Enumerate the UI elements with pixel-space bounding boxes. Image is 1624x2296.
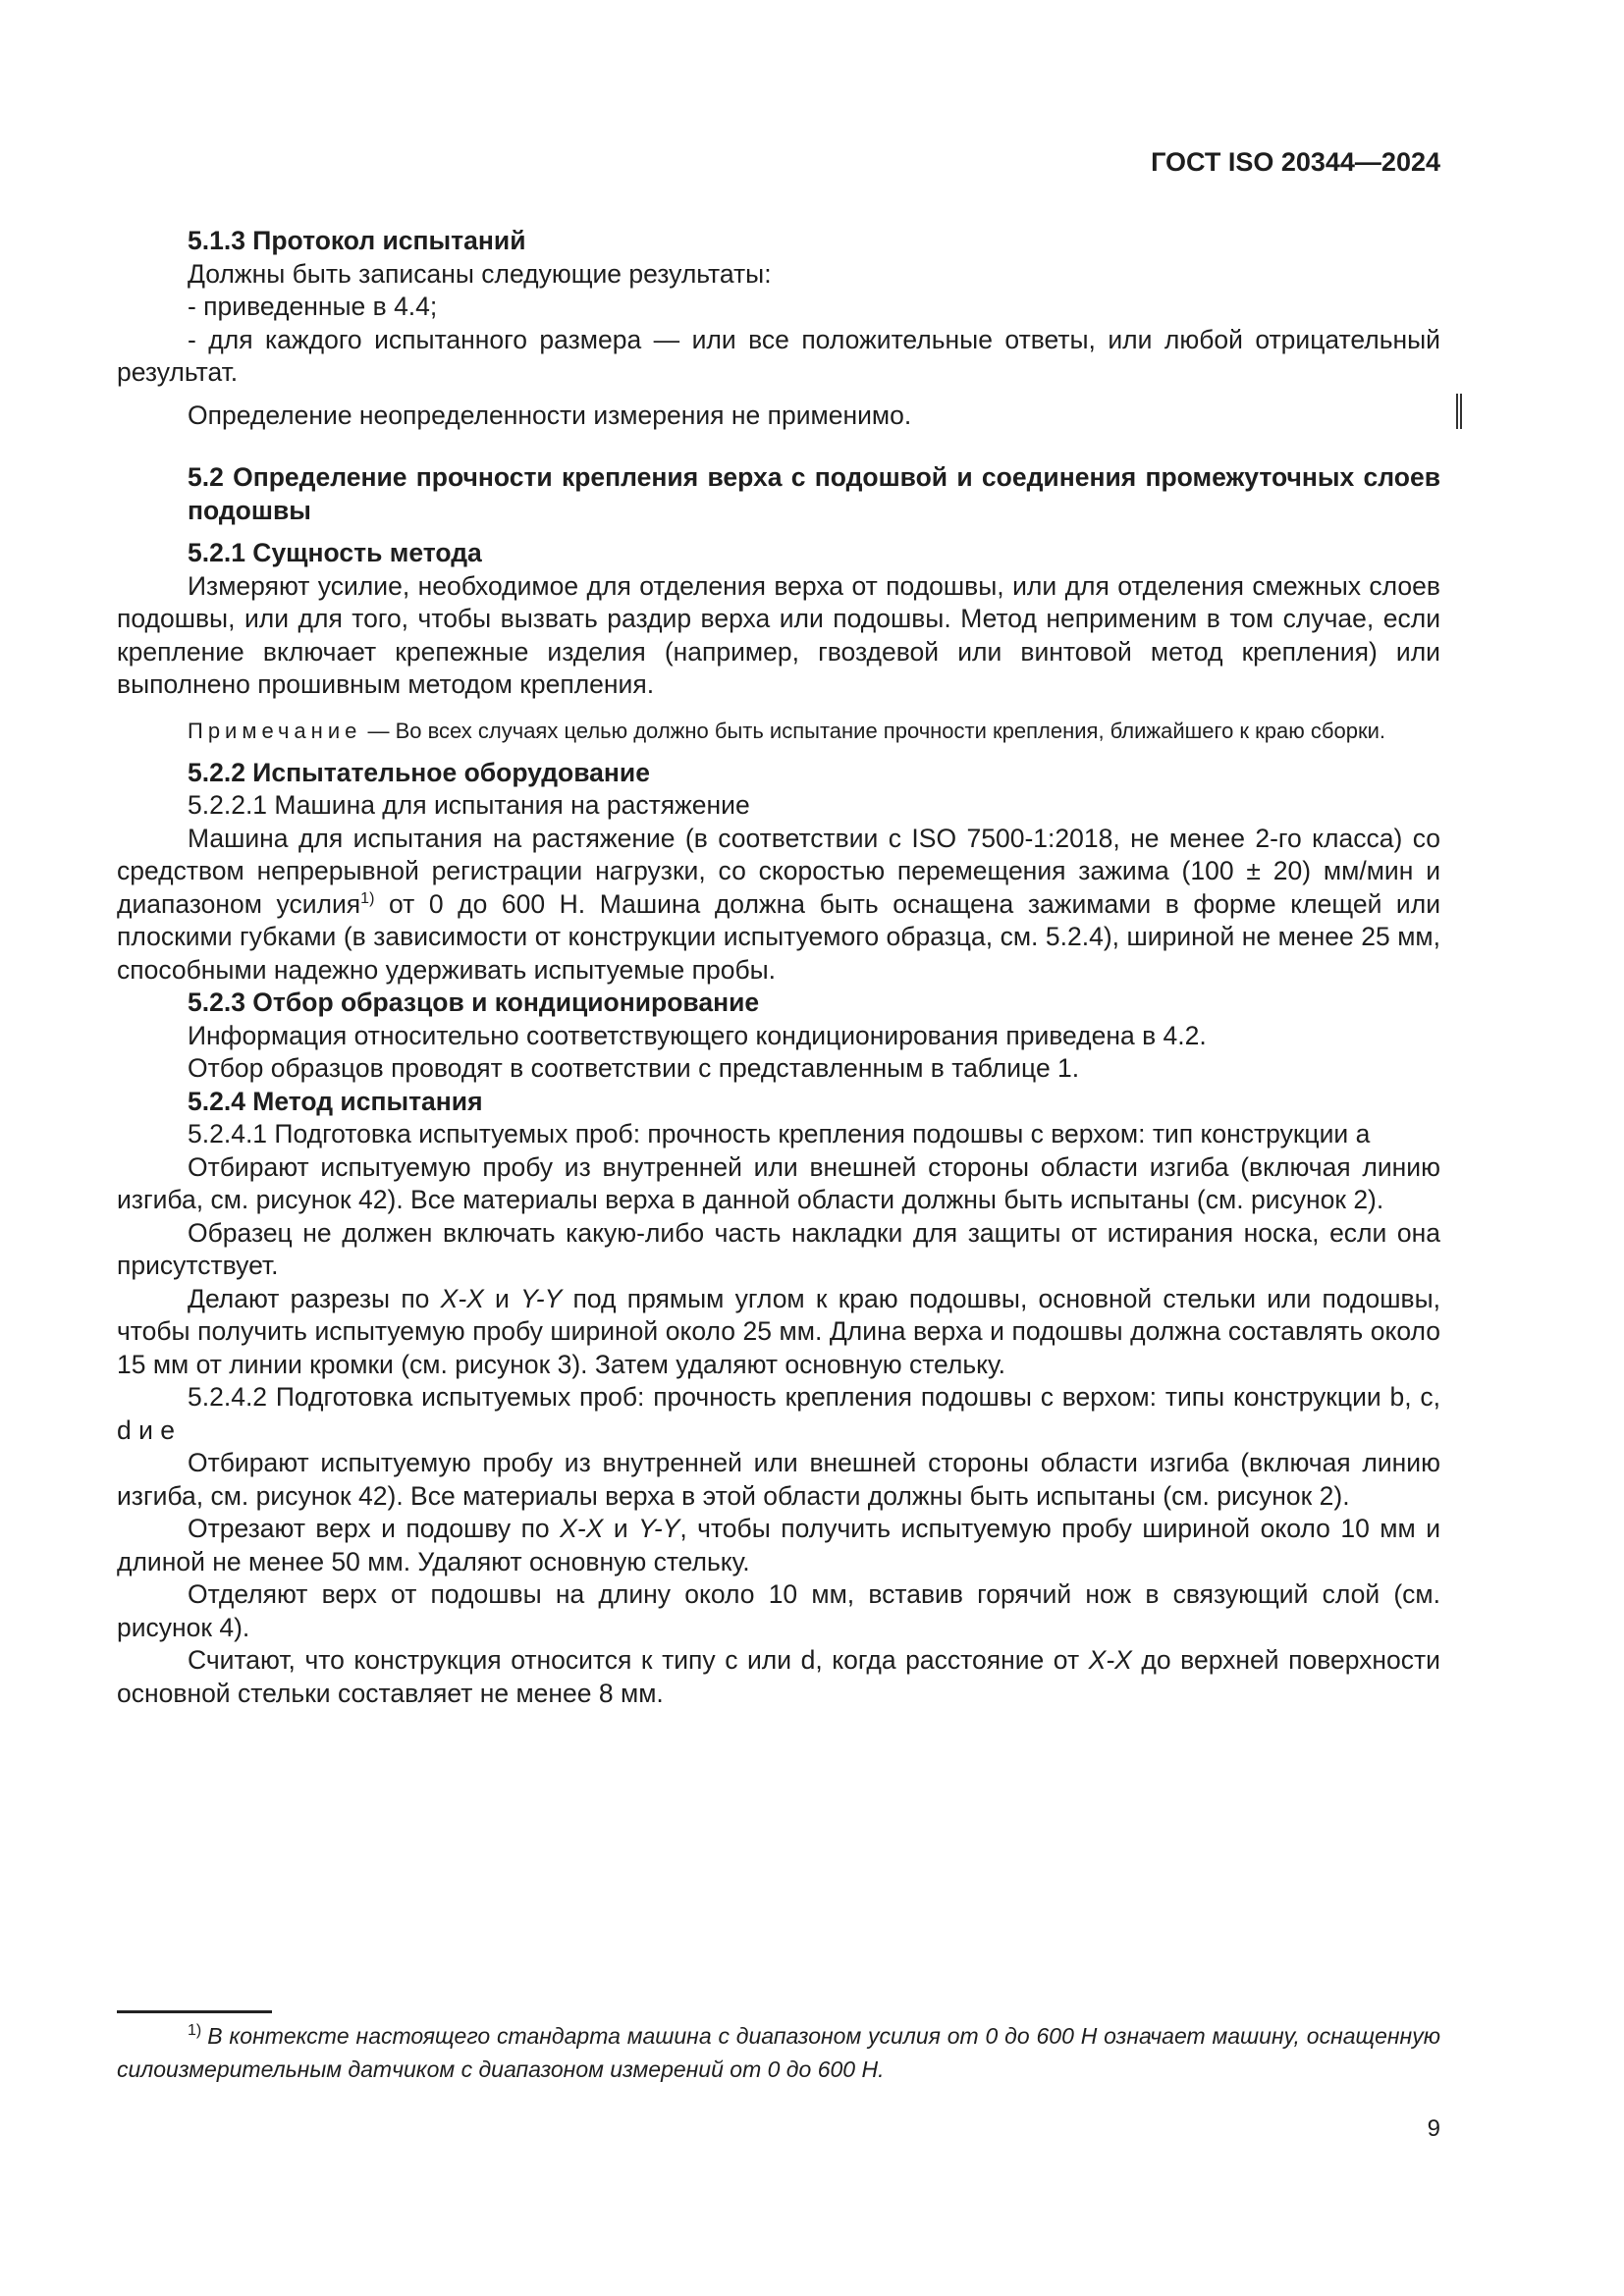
subsection-title: 5.2.4.2 Подготовка испытуемых проб: прочность крепления подошвы с верхом: типы конструкции b, c, d и e <box>117 1382 1440 1445</box>
section-heading-5-2-2: 5.2.2 Испытательное оборудование <box>188 757 650 787</box>
text-run: Отрезают верх и подошву по <box>188 1514 561 1543</box>
text-run: Машина для испытания на растяжение (в соответствии с ISO 7500-1:2018, не менее 2-го класса) со средством непрерывной регистрации нагрузки, со скоростью перемещения зажима (100 ± 20) мм/мин и диапазоном усилия <box>117 823 1440 919</box>
axis-label: X-X <box>1088 1645 1132 1675</box>
text-run: от 0 до 600 Н. Машина должна быть оснащена зажимами в форме клещей или плоскими губками (в зависимости от конструкции испытуемого образца, см. 5.2.4), шириной не менее 25 мм, способными надежно удерживать испытуемые пробы. <box>117 888 1441 985</box>
axis-label: X-X <box>440 1283 484 1313</box>
paragraph: Информация относительно соответствующего кондиционирования приведена в 4.2. <box>188 1020 1207 1050</box>
section-heading-5-2: 5.2 Определение прочности крепления верха с подошвой и соединения промежуточных слоев подошвы <box>188 462 1440 525</box>
footnote-text: В контексте настоящего стандарта машина с диапазоном усилия от 0 до 600 Н означает машину, оснащенную силоизмерительным датчиком с диапазоном измерений от 0 до 600 Н. <box>117 2023 1440 2082</box>
axis-label: X-X <box>560 1514 604 1543</box>
footnote-divider <box>117 2010 272 2013</box>
note-text: — Во всех случаях целью должно быть испытание прочности крепления, ближайшего к краю сборки. <box>361 718 1385 743</box>
subsection-title: 5.2.4.1 Подготовка испытуемых проб: прочность крепления подошвы с верхом: тип конструкции a <box>188 1119 1371 1148</box>
paragraph: Отбирают испытуемую пробу из внутренней или внешней стороны области изгиба (включая линию изгиба, см. рисунок 42). Все материалы верха в данной области должны быть испытаны (см. рисунок 2). <box>117 1151 1440 1214</box>
list-item: - для каждого испытанного размера — или все положительные ответы, или любой отрицательный результат. <box>117 324 1440 387</box>
text-run: и <box>603 1514 639 1543</box>
paragraph: Отбор образцов проводят в соответствии с представленным в таблице 1. <box>188 1053 1080 1083</box>
paragraph: Образец не должен включать какую-либо часть накладки для защиты от истирания носка, если она присутствует. <box>117 1217 1440 1280</box>
text-run: Делают разрезы по <box>188 1283 441 1313</box>
paragraph <box>117 823 1440 988</box>
document-header: ГОСТ ISO 20344—2024 <box>1151 147 1440 177</box>
text-run: , чтобы получить испытуемую пробу шириной около 10 мм и длиной не менее 50 мм. Удаляют основную стельку. <box>117 1514 1441 1576</box>
section-heading-5-2-1: 5.2.1 Сущность метода <box>188 538 482 567</box>
paragraph: Отделяют верх от подошвы на длину около 10 мм, вставив горячий нож в связующий слой (см. рисунок 4). <box>117 1579 1440 1642</box>
section-heading-5-1-3: 5.1.3 Протокол испытаний <box>188 226 526 255</box>
document-body <box>117 225 1440 1710</box>
note-label: Примечание <box>188 718 362 743</box>
footnote-ref: 1) <box>360 889 375 907</box>
paragraph: Отбирают испытуемую пробу из внутренней или внешней стороны области изгиба (включая линию изгиба, см. рисунок 42). Все материалы верха в этой области должны быть испытаны (см. рисунок 2). <box>117 1448 1440 1511</box>
paragraph: Определение неопределенности измерения не применимо. <box>188 400 912 430</box>
text-run: и <box>483 1283 521 1313</box>
text-run: под прямым углом к краю подошвы, основной стельки или подошвы, чтобы получить испытуемую пробу шириной около 25 мм. Длина верха и подошвы должна составлять около 15 мм от линии кромки (см. рисунок 3). Затем удаляют основную стельку. <box>117 1283 1440 1379</box>
note <box>117 716 1440 747</box>
section-heading-5-2-3: 5.2.3 Отбор образцов и кондиционирование <box>188 988 760 1017</box>
paragraph <box>117 1513 1440 1578</box>
paragraph <box>117 1283 1440 1382</box>
axis-label: Y-Y <box>638 1514 680 1543</box>
list-item: - приведенные в 4.4; <box>188 292 438 321</box>
change-marker <box>1456 394 1462 429</box>
footnote <box>117 2019 1440 2086</box>
paragraph: Измеряют усилие, необходимое для отделения верха от подошвы, или для отделения смежных слоев подошвы, или для того, чтобы вызвать раздир верха или подошвы. Метод неприменим в том случае, если крепление включает крепежные изделия (например, гвоздевой или винтовой метод крепления) или выполнено прошивным методом крепления. <box>117 570 1440 699</box>
section-heading-5-2-4: 5.2.4 Метод испытания <box>188 1086 483 1116</box>
axis-label: Y-Y <box>520 1283 563 1313</box>
paragraph <box>117 1644 1440 1710</box>
text-run: Считают, что конструкция относится к типу c или d, когда расстояние от <box>188 1645 1089 1675</box>
footnote-number: 1) <box>188 2022 202 2040</box>
page-number: 9 <box>1427 2115 1440 2142</box>
subsection-title: 5.2.2.1 Машина для испытания на растяжение <box>188 790 750 820</box>
paragraph: Должны быть записаны следующие результаты: <box>188 258 772 289</box>
text-run: до верхней поверхности основной стельки составляет не менее 8 мм. <box>117 1645 1440 1708</box>
